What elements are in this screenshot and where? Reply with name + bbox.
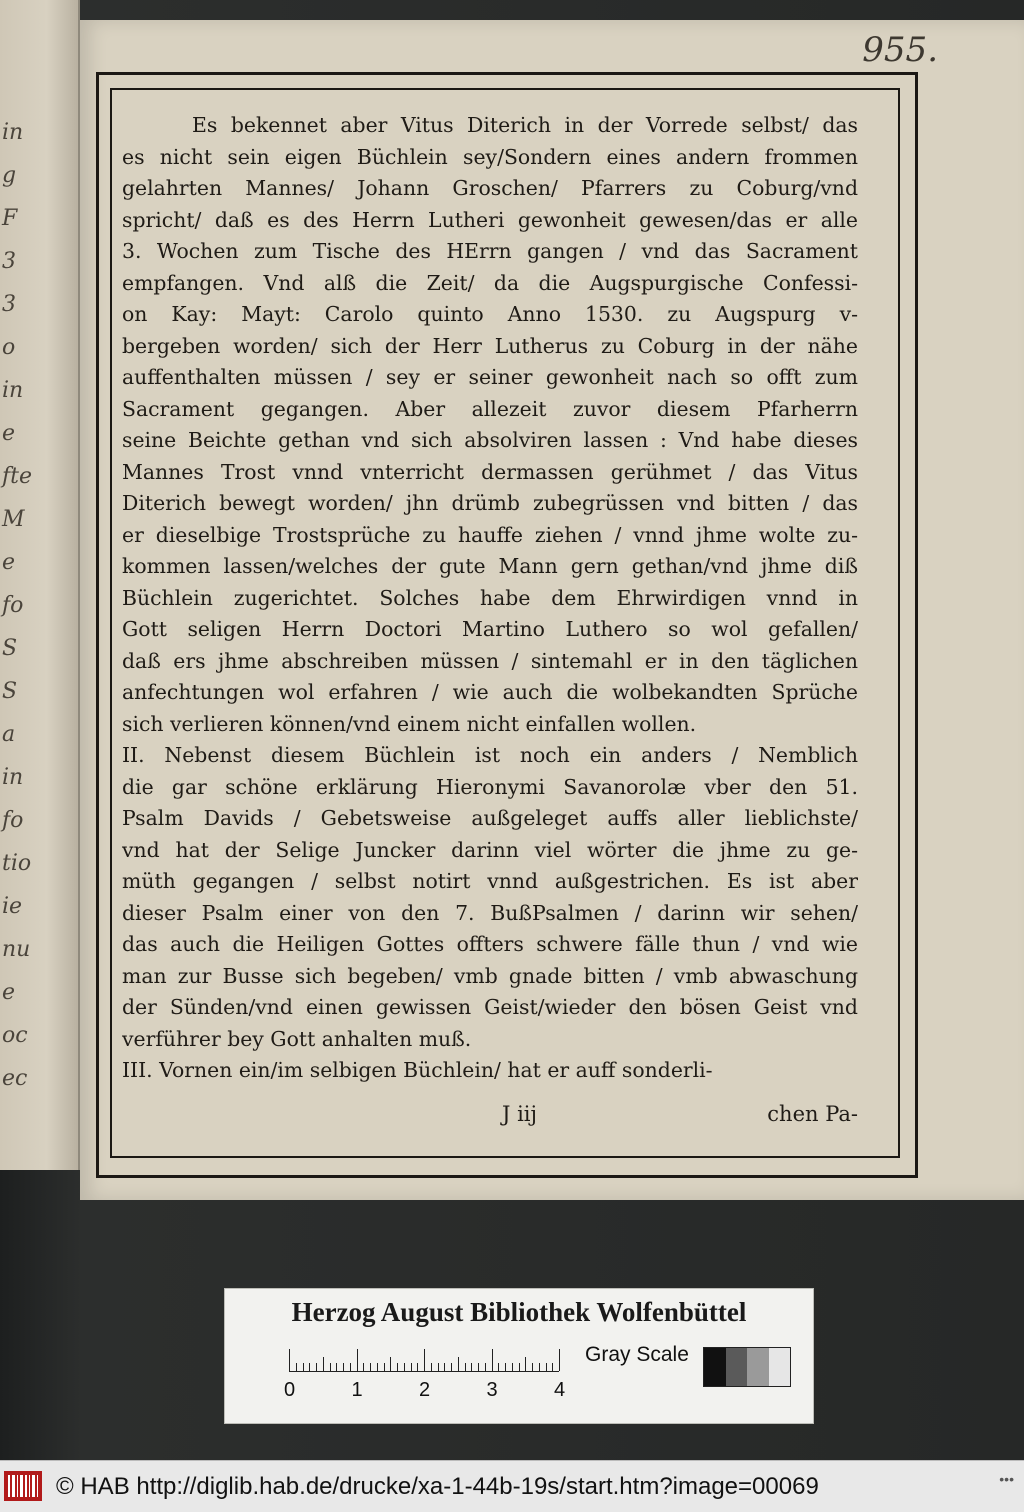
left-page-fragment: fte bbox=[2, 464, 33, 489]
ruler-tick bbox=[512, 1363, 513, 1371]
left-page-fragment: in bbox=[2, 378, 24, 403]
left-page-fragment: in bbox=[2, 765, 24, 790]
text-line: III. Vornen ein/im selbigen Büchlein/ hat er auff sonderli- bbox=[122, 1058, 713, 1082]
footer-bar bbox=[0, 1460, 1024, 1512]
left-page-fragment: g bbox=[2, 163, 17, 188]
library-label-card bbox=[224, 1288, 814, 1424]
ruler-tick bbox=[411, 1363, 412, 1371]
left-page-edge bbox=[0, 0, 80, 1170]
ruler-tick bbox=[363, 1363, 364, 1371]
text-line: man zur Busse sich begeben/ vmb gnade bitten / vmb abwaschung bbox=[122, 963, 858, 988]
ruler-tick bbox=[465, 1363, 466, 1371]
left-page-fragment: in bbox=[2, 120, 24, 145]
gray-scale-label: Gray Scale bbox=[585, 1343, 689, 1366]
left-page-fragment: ie bbox=[2, 894, 23, 919]
library-name: Herzog August Bibliothek Wolfenbüttel bbox=[291, 1297, 747, 1327]
text-line: seine Beichte gethan vnd sich absolviren lassen : Vnd habe dieses bbox=[122, 428, 858, 452]
ruler-number: 4 bbox=[554, 1379, 566, 1401]
left-page-fragment: e bbox=[2, 550, 16, 575]
left-page-fragment: fo bbox=[2, 808, 24, 833]
ruler-tick bbox=[485, 1363, 486, 1371]
gray-swatch bbox=[747, 1348, 769, 1386]
text-line: kommen lassen/welches der gute Mann gern gethan/vnd jhme diß bbox=[122, 554, 858, 578]
ruler-tick bbox=[498, 1363, 499, 1371]
ruler-number: 1 bbox=[351, 1379, 363, 1401]
ruler-baseline bbox=[289, 1371, 559, 1372]
left-page-fragment: e bbox=[2, 421, 16, 446]
ruler-tick bbox=[471, 1363, 472, 1371]
ruler-tick bbox=[417, 1363, 418, 1371]
ruler-tick bbox=[458, 1357, 459, 1371]
ruler-tick bbox=[559, 1349, 560, 1371]
ruler-tick bbox=[451, 1363, 452, 1371]
text-line: die gar schöne erklärung Hieronymi Savanorolæ vber den 51. bbox=[122, 774, 858, 799]
text-line: müth gegangen / selbst notirt vnnd außgestrichen. Es ist aber bbox=[122, 869, 858, 893]
text-line: Diterich bewegt worden/ jhn drümb zubegrüssen vnd bitten / das bbox=[122, 491, 858, 515]
signature-mark: J iij bbox=[502, 1102, 538, 1126]
ruler-tick bbox=[397, 1363, 398, 1371]
ruler-tick bbox=[505, 1363, 506, 1371]
text-line: II. Nebenst diesem Büchlein ist noch ein anders / Nemblich bbox=[122, 743, 858, 767]
left-page-fragment: 3 bbox=[2, 249, 16, 274]
left-page-fragment: e bbox=[2, 980, 16, 1005]
ruler-tick bbox=[309, 1363, 310, 1371]
text-line: dieser Psalm einer von den 7. BußPsalmen / darinn wir sehen/ bbox=[122, 900, 858, 925]
text-line: der Sünden/vnd einen gewissen Geist/wieder den bösen Geist vnd bbox=[122, 995, 858, 1019]
text-line: empfangen. Vnd alß die Zeit/ da die Augspurgische Confessi- bbox=[122, 270, 858, 295]
gray-swatch bbox=[769, 1348, 791, 1386]
ruler-tick bbox=[390, 1357, 391, 1371]
hab-logo-icon bbox=[4, 1471, 42, 1501]
ruler-tick bbox=[330, 1363, 331, 1371]
text-line: das auch die Heiligen Gottes offters schwere fälle thun / vnd wie bbox=[122, 932, 858, 956]
text-line: 3. Wochen zum Tische des HErrn gangen / vnd das Sacrament bbox=[122, 239, 858, 263]
text-line: vnd hat der Selige Juncker darinn viel wörter die jhme zu ge- bbox=[122, 837, 858, 862]
left-page-fragment: nu bbox=[2, 937, 31, 962]
ruler-number: 2 bbox=[419, 1379, 431, 1401]
left-page-fragment: tio bbox=[2, 851, 32, 876]
ruler-tick bbox=[350, 1363, 351, 1371]
ruler-tick bbox=[539, 1363, 540, 1371]
text-line: Sacrament gegangen. Aber allezeit zuvor diesem Pfarherrn bbox=[122, 396, 858, 421]
ruler-tick bbox=[384, 1363, 385, 1371]
ruler-number: 0 bbox=[284, 1379, 296, 1401]
text-line: Es bekennet aber Vitus Diterich in der Vorrede selbst/ das bbox=[192, 113, 858, 137]
ruler-tick bbox=[343, 1363, 344, 1371]
ruler-tick bbox=[478, 1363, 479, 1371]
copyright-link[interactable]: © HAB http://diglib.hab.de/drucke/xa-1-44b-19s/start.htm?image=00069 bbox=[56, 1473, 819, 1500]
ruler-tick bbox=[303, 1363, 304, 1371]
text-line: sich verlieren können/vnd einem nicht einfallen wollen. bbox=[122, 711, 697, 736]
ruler-number: 3 bbox=[486, 1379, 498, 1401]
text-line: Gott seligen Herrn Doctori Martino Luthero so wol gefallen/ bbox=[122, 617, 858, 641]
ruler-tick bbox=[323, 1357, 324, 1371]
left-page-fragment: o bbox=[2, 335, 16, 360]
ruler-tick bbox=[438, 1363, 439, 1371]
left-page-fragment: 3 bbox=[2, 292, 16, 317]
folio-number: 955. bbox=[862, 30, 938, 70]
more-dots-icon: ••• bbox=[999, 1471, 1014, 1487]
text-line: Büchlein zugerichtet. Solches habe dem Ehrwirdigen vnnd in bbox=[122, 585, 858, 610]
text-line: Psalm Davids / Gebetsweise außgeleget auffs aller lieblichste/ bbox=[122, 806, 858, 830]
text-line: er dieselbige Trostsprüche zu hauffe ziehen / vnnd jhme wolte zu- bbox=[122, 522, 858, 547]
ruler-tick bbox=[289, 1349, 290, 1371]
gray-swatch bbox=[726, 1348, 748, 1386]
ruler-tick bbox=[492, 1349, 493, 1371]
scale-ruler bbox=[284, 1341, 579, 1401]
page-footer bbox=[122, 1102, 858, 1134]
ruler-tick bbox=[296, 1363, 297, 1371]
ruler-tick bbox=[316, 1363, 317, 1371]
ruler-tick bbox=[377, 1363, 378, 1371]
text-line: verführer bey Gott anhalten muß. bbox=[122, 1026, 472, 1051]
left-page-fragment: a bbox=[2, 722, 16, 747]
left-page-fragment: ec bbox=[2, 1066, 28, 1091]
text-line: anfechtungen wol erfahren / wie auch die wolbekandten Sprüche bbox=[122, 680, 858, 704]
left-page-fragment: fo bbox=[2, 593, 24, 618]
ruler-tick bbox=[519, 1363, 520, 1371]
ruler-tick bbox=[431, 1363, 432, 1371]
ruler-tick bbox=[525, 1357, 526, 1371]
ruler-tick bbox=[444, 1363, 445, 1371]
ruler-tick bbox=[336, 1363, 337, 1371]
ruler-tick bbox=[552, 1363, 553, 1371]
gray-scale-bar bbox=[703, 1347, 791, 1387]
catchword: chen Pa- bbox=[767, 1102, 858, 1126]
page-text bbox=[122, 110, 858, 1087]
ruler-tick bbox=[370, 1363, 371, 1371]
left-page-fragment: S bbox=[2, 636, 18, 661]
ruler-tick bbox=[424, 1349, 425, 1371]
ruler-tick bbox=[357, 1349, 358, 1371]
text-line: gelahrten Mannes/ Johann Groschen/ Pfarrers zu Coburg/vnd bbox=[122, 176, 858, 200]
text-line: on Kay: Mayt: Carolo quinto Anno 1530. zu Augspurg v- bbox=[122, 302, 858, 326]
text-line: bergeben worden/ sich der Herr Lutherus zu Coburg in der nähe bbox=[122, 333, 858, 358]
text-line: spricht/ daß es des Herrn Lutheri gewonheit gewesen/das er alle bbox=[122, 207, 858, 232]
left-page-fragment: F bbox=[2, 206, 18, 231]
text-line: auffenthalten müssen / sey er seiner gewonheit nach so offt zum bbox=[122, 365, 858, 389]
text-line: es nicht sein eigen Büchlein sey/Sondern eines andern frommen bbox=[122, 144, 858, 169]
ruler-tick bbox=[532, 1363, 533, 1371]
left-page-fragment: S bbox=[2, 679, 18, 704]
left-page-fragment: oc bbox=[2, 1023, 28, 1048]
text-line: Mannes Trost vnnd vnterricht dermassen gerühmet / das Vitus bbox=[122, 459, 858, 484]
ruler-tick bbox=[404, 1363, 405, 1371]
ruler-tick bbox=[546, 1363, 547, 1371]
left-page-fragment: M bbox=[2, 507, 25, 532]
gray-swatch bbox=[704, 1348, 726, 1386]
text-line: daß ers jhme abschreiben müssen / sintemahl er in den täglichen bbox=[122, 648, 858, 673]
